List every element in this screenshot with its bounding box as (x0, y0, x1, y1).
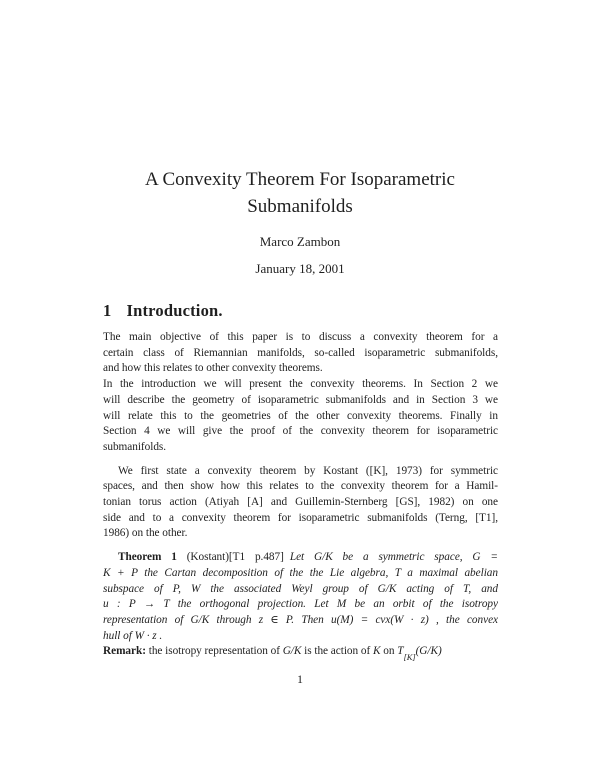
paper-title-line-1: A Convexity Theorem For Isoparametric (145, 169, 455, 190)
theorem-statement-start: Let G/K be a symmetric space, G = (289, 551, 498, 564)
paragraph2-line: will relate this to the geometries of the other convexity theorems. Finally in (103, 409, 498, 422)
paragraph2-line: will describe the geometry of isoparametric submanifolds and in Section 3 we (103, 393, 498, 406)
paragraph2-line: submanifolds. (103, 440, 167, 453)
remark-line (103, 644, 498, 663)
remark-label: Remark: (103, 645, 146, 658)
paragraph2-line: In the introduction we will present the convexity theorems. In Section 2 we (103, 378, 498, 391)
theorem-statement-line: hull of W · z . (103, 629, 163, 642)
remark-text: is the action of (301, 645, 373, 658)
theorem-heading-line (103, 550, 498, 566)
remark-math: T (397, 645, 404, 658)
remark-math: G/K (282, 645, 302, 658)
theorem-label: Theorem 1 (118, 551, 177, 564)
remark-text: on (380, 645, 398, 658)
remark-subscript: [K] (403, 651, 416, 662)
theorem-statement-line: subspace of P, W the associated Weyl group of G/K acting of T, and (103, 582, 498, 595)
theorem-statement-line: representation of G/K through z ∈ P. Then u(M) = cvx(W · z) , the convex (103, 613, 498, 626)
paragraph3-line: 1986) on the other. (103, 527, 188, 540)
remark-math: K (372, 645, 381, 658)
paper-date: January 18, 2001 (255, 261, 345, 276)
section-number: 1 (103, 301, 112, 320)
paragraph2-line: Section 4 we will give the proof of the convexity theorem for isoparametric (103, 425, 498, 438)
paragraph1-line: The main objective of this paper is to discuss a convexity theorem for a (103, 331, 498, 343)
paragraph3-line: We first state a convexity theorem by Kostant ([K], 1973) for symmetric (118, 464, 498, 477)
paragraph3-line: spaces, and then show how this relates to the convexity theorem for a Hamil- (103, 480, 498, 493)
title-block (0, 166, 600, 277)
remark-math: (G/K) (415, 645, 442, 658)
body-text (103, 330, 498, 663)
paragraph1-line: and how this relates to other convexity theorems. (103, 362, 323, 375)
theorem-reference: (Kostant)[T1 p.487] (176, 551, 284, 564)
remark-text: the isotropy representation of (145, 645, 283, 658)
theorem-statement-line: u : P → T the orthogonal projection. Let M be an orbit of the isotropy (103, 598, 498, 611)
author-name: Marco Zambon (259, 234, 341, 249)
paper-title-line-2: Submanifolds (247, 196, 353, 217)
theorem-statement-line: K + P the Cartan decomposition of the the Lie algebra, T a maximal abelian (103, 566, 498, 579)
section-title: Introduction. (126, 301, 223, 320)
paragraph3-line: tonian torus action (Atiyah [A] and Guillemin-Sternberg [GS], 1982) on one (103, 496, 498, 509)
paragraph1-line: certain class of Riemannian manifolds, so-called isoparametric submanifolds, (103, 346, 498, 359)
paragraph3-line: side and to a convexity theorem for isoparametric submanifolds (Terng, [T1], (103, 511, 498, 524)
section-heading (103, 301, 223, 321)
page-number: 1 (297, 672, 303, 686)
